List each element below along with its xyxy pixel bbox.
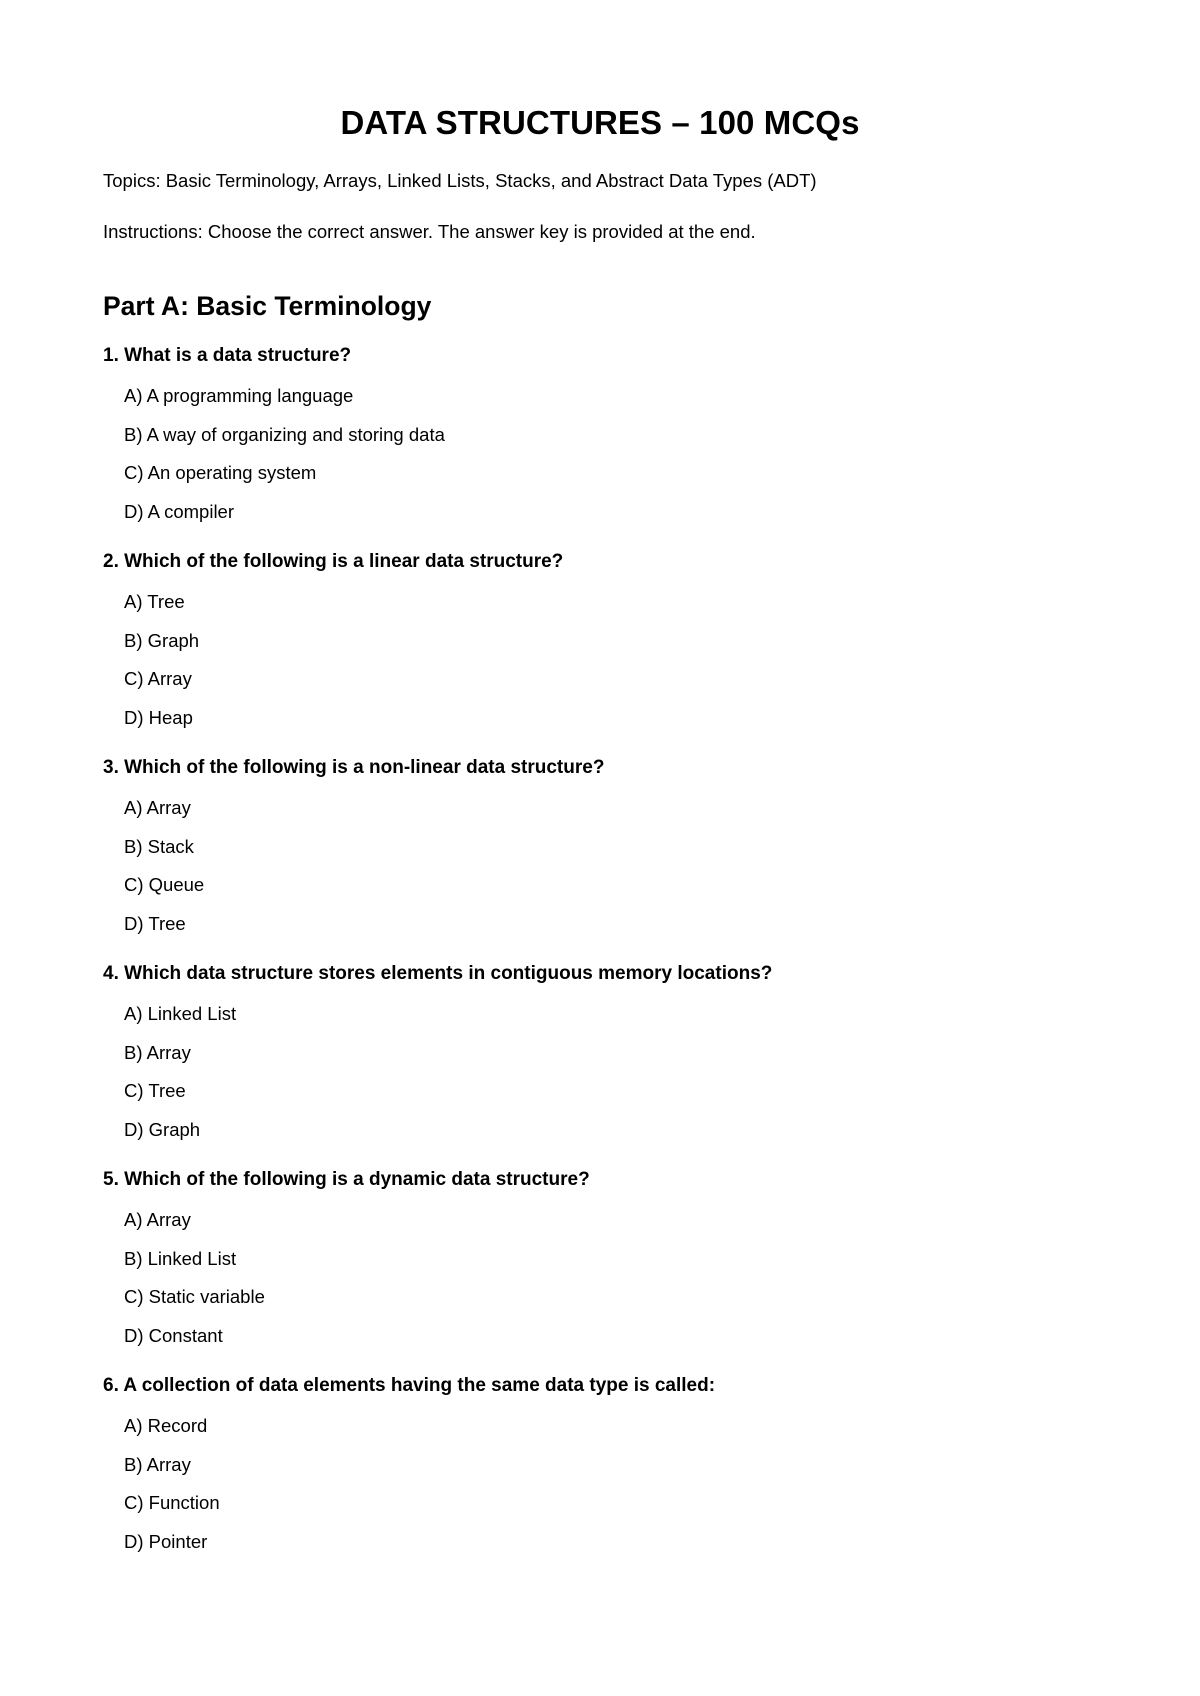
answer-option: C) Tree	[124, 1080, 186, 1101]
part-heading: Part A: Basic Terminology	[103, 291, 432, 321]
answer-option: B) Stack	[124, 835, 194, 857]
answer-option: D) Constant	[124, 1324, 223, 1346]
answer-option: D) Heap	[124, 706, 193, 728]
answer-option: D) Tree	[124, 912, 186, 934]
question-item	[103, 961, 1103, 1167]
question-text: 4. Which data structure stores elements in contiguous memory locations?	[103, 963, 773, 984]
question-item	[103, 1167, 1103, 1373]
answer-option: D) A compiler	[124, 500, 235, 522]
question-item	[103, 1373, 1103, 1579]
option-list	[124, 795, 204, 949]
question-text: 1. What is a data structure?	[103, 345, 352, 366]
answer-option: C) Function	[124, 1492, 220, 1513]
question-item	[103, 549, 1103, 755]
answer-option: C) Array	[124, 668, 192, 689]
option-list	[124, 383, 445, 537]
topics-line: Topics: Basic Terminology, Arrays, Linked Lists, Stacks, and Abstract Data Types (ADT)	[103, 170, 817, 191]
answer-option: D) Pointer	[124, 1530, 208, 1552]
option-list	[124, 1413, 220, 1567]
answer-option: C) Queue	[124, 874, 205, 895]
question-text: 5. Which of the following is a dynamic data structure?	[103, 1169, 590, 1190]
question-list	[103, 343, 1103, 1579]
answer-option: C) An operating system	[124, 462, 317, 483]
answer-option: B) Linked List	[124, 1247, 237, 1269]
option-list	[124, 589, 199, 743]
answer-option: A) Array	[124, 797, 191, 818]
answer-option: A) Array	[124, 1209, 191, 1230]
answer-option: C) Static variable	[124, 1286, 265, 1307]
answer-option: B) Array	[124, 1041, 191, 1063]
question-text: 6. A collection of data elements having the same data type is called:	[103, 1375, 716, 1396]
answer-option: B) Array	[124, 1453, 191, 1475]
question-item	[103, 755, 1103, 961]
answer-option: D) Graph	[124, 1118, 201, 1140]
option-list	[124, 1001, 236, 1155]
answer-option: A) Record	[124, 1415, 208, 1436]
answer-option: A) A programming language	[124, 385, 354, 406]
answer-option: B) Graph	[124, 629, 200, 651]
option-list	[124, 1207, 265, 1361]
answer-option: A) Tree	[124, 591, 185, 612]
question-text: 2. Which of the following is a linear data structure?	[103, 551, 564, 572]
question-text: 3. Which of the following is a non-linear data structure?	[103, 757, 605, 778]
document-title: DATA STRUCTURES – 100 MCQs	[340, 104, 860, 141]
question-item	[103, 343, 1103, 549]
answer-option: A) Linked List	[124, 1003, 237, 1024]
answer-option: B) A way of organizing and storing data	[124, 423, 445, 445]
instructions-line: Instructions: Choose the correct answer. The answer key is provided at the end.	[103, 221, 756, 242]
